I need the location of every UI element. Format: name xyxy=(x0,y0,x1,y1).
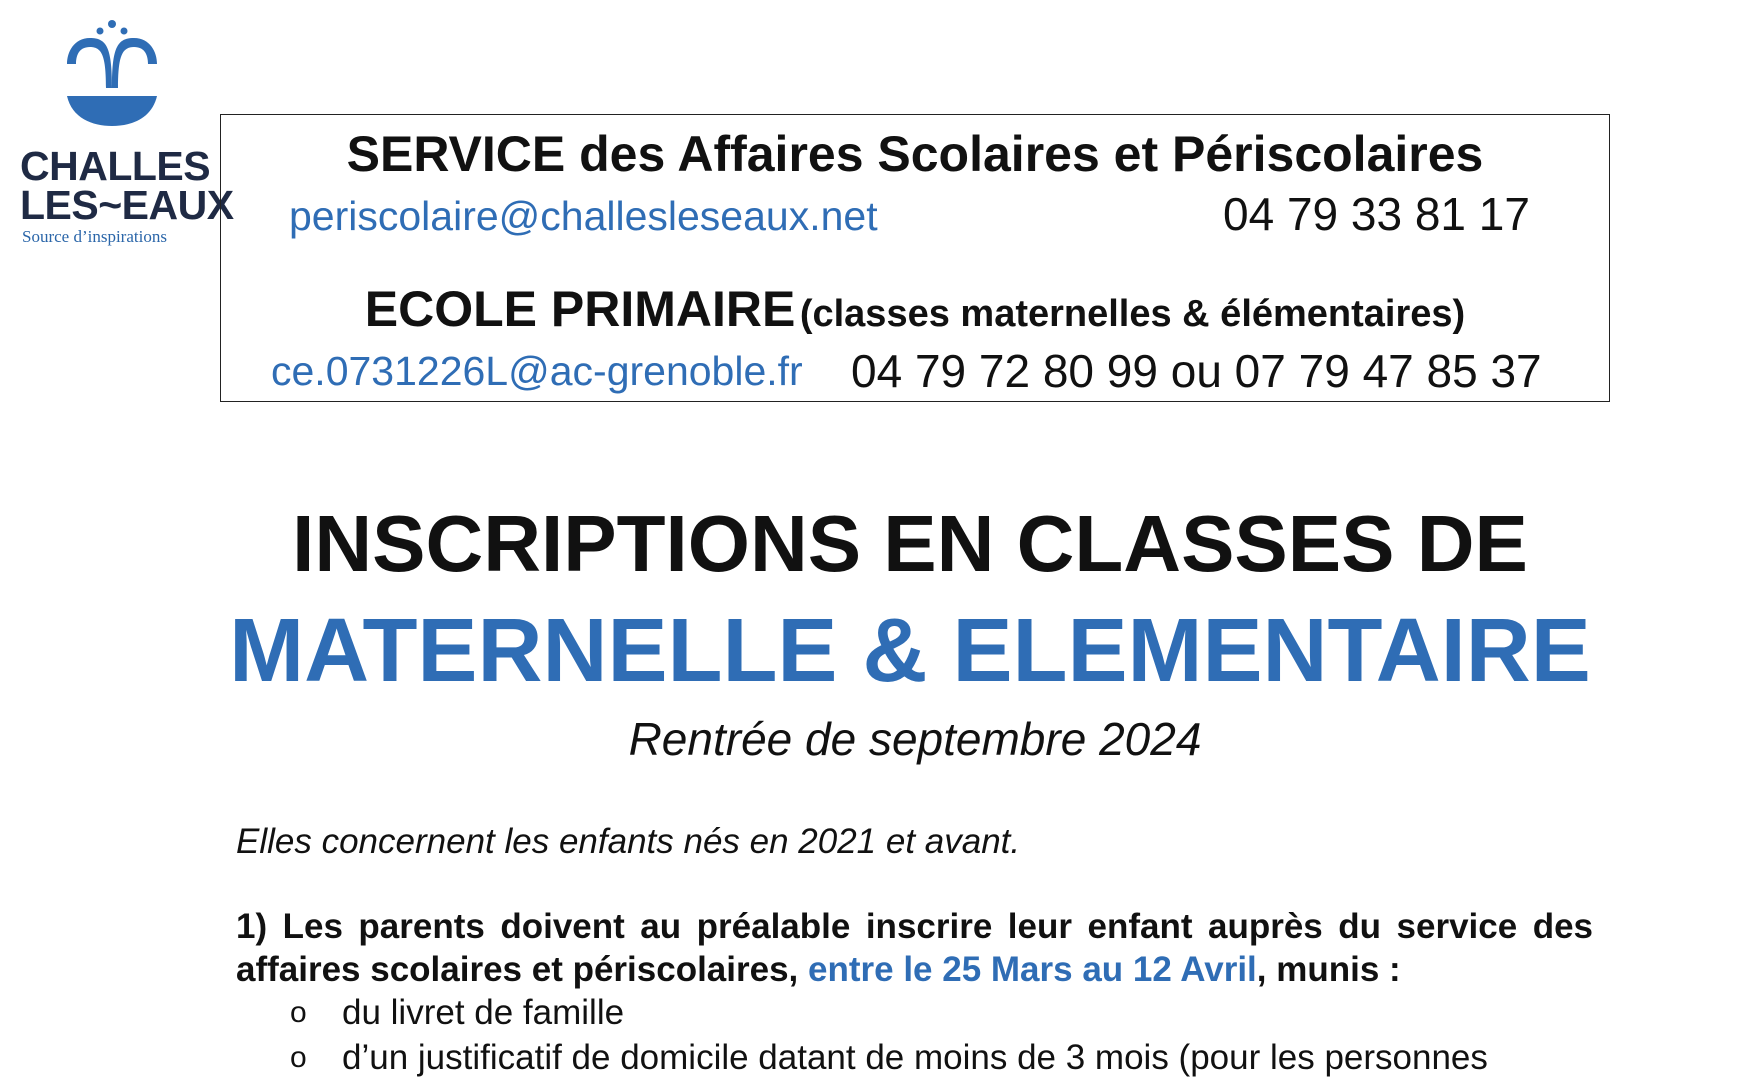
school-subtitle: (classes maternelles & élémentaires) xyxy=(799,293,1466,335)
main-title-line2: MATERNELLE & ELEMENTAIRE xyxy=(229,601,1591,701)
list-item-text: d’un justificatif de domicile datant de moins de 3 mois (pour les personnes xyxy=(342,1038,1488,1077)
school-title: ECOLE PRIMAIRE xyxy=(364,281,796,337)
fountain-icon xyxy=(62,18,162,130)
paragraph-1-text: 1) Les parents doivent au préalable inscrire leur enfant auprès du service des affaires scolaires et périscolaires, xyxy=(236,907,1593,989)
bullet-icon: o xyxy=(290,1041,307,1074)
school-phone: 04 79 72 80 99 ou 07 79 47 85 37 xyxy=(851,345,1542,397)
paragraph-1-end: , munis : xyxy=(1256,950,1401,989)
service-email-link[interactable]: periscolaire@challesleseaux.net xyxy=(289,193,878,239)
school-email-link[interactable]: ce.0731226L@ac-grenoble.fr xyxy=(271,348,803,394)
list-item xyxy=(236,990,1593,1035)
subtitle: Rentrée de septembre 2024 xyxy=(628,713,1202,765)
intro-text: Elles concernent les enfants nés en 2021 et avant. xyxy=(236,822,1021,861)
list-item-text: du livret de famille xyxy=(342,993,625,1032)
service-phone: 04 79 33 81 17 xyxy=(1223,188,1530,240)
challes-les-eaux-logo xyxy=(0,0,234,270)
logo-text-les-eaux: LES~EAUX xyxy=(20,182,234,228)
list-item xyxy=(236,1035,1593,1080)
service-title: SERVICE des Affaires Scolaires et Périscolaires xyxy=(346,126,1484,182)
required-documents-list xyxy=(236,990,1593,1080)
logo-tagline: Source d’inspirations xyxy=(22,227,167,246)
contact-box xyxy=(220,114,1610,402)
paragraph-1 xyxy=(236,905,1593,991)
school-heading xyxy=(221,280,1609,338)
bullet-icon: o xyxy=(290,996,307,1029)
main-title-line1: INSCRIPTIONS EN CLASSES DE xyxy=(292,499,1528,588)
registration-dates: entre le 25 Mars au 12 Avril xyxy=(808,950,1257,989)
logo-text-challes: CHALLES xyxy=(20,143,211,189)
